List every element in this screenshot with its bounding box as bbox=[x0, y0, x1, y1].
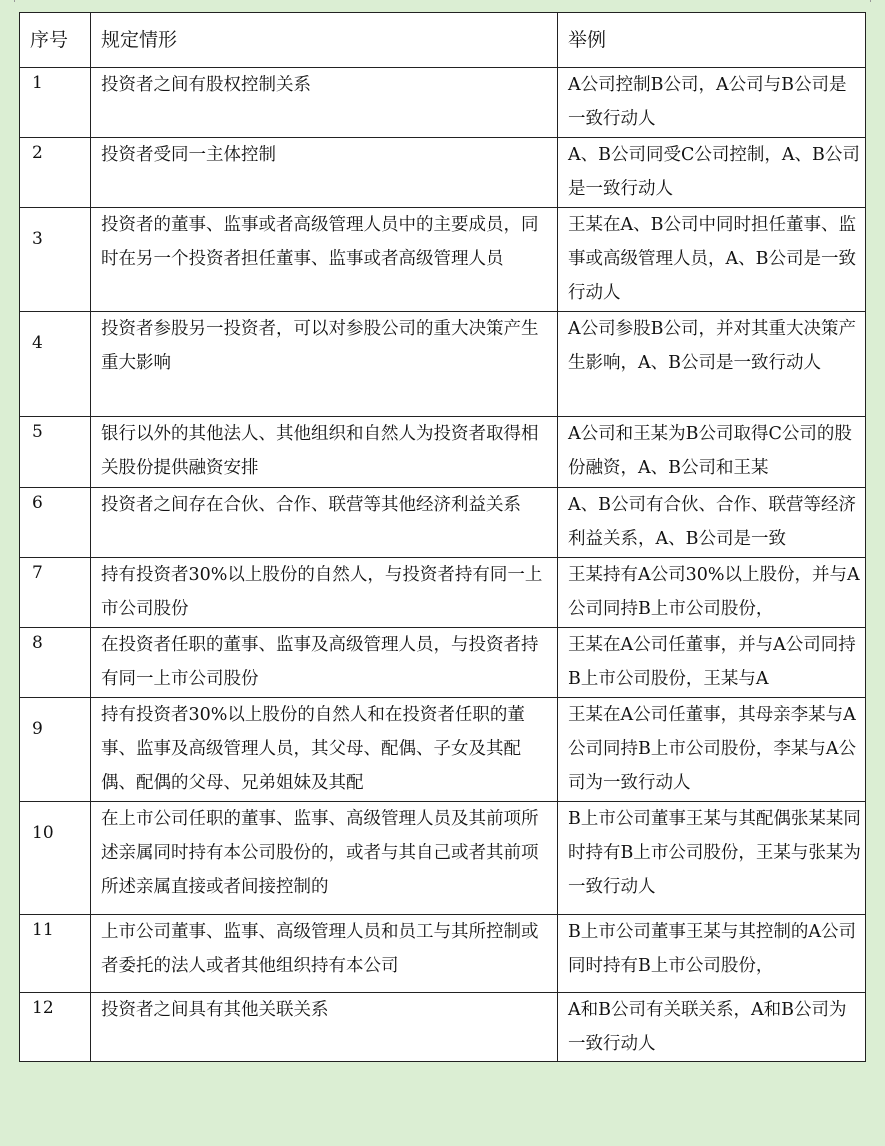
example-cell bbox=[558, 138, 866, 208]
example-cell-text: B上市公司董事王某与其配偶张某某同时持有B上市公司股份，王某与张某为一致行动人 bbox=[568, 809, 861, 897]
situation-cell-text: 投资者受同一主体控制 bbox=[101, 145, 276, 165]
example-cell-text: A和B公司有关联关系，A和B公司为一致行动人 bbox=[568, 1000, 847, 1054]
example-cell bbox=[558, 488, 866, 558]
example-cell-text: A、B公司同受C公司控制，A、B公司是一致行动人 bbox=[568, 145, 860, 199]
table-row bbox=[20, 802, 866, 915]
row-number-text: 3 bbox=[32, 229, 43, 249]
situation-cell-text: 投资者之间存在合伙、合作、联营等其他经济利益关系 bbox=[101, 495, 521, 515]
situation-cell bbox=[91, 312, 558, 417]
example-cell-text: A公司控制B公司，A公司与B公司是一致行动人 bbox=[568, 75, 847, 129]
situation-cell bbox=[91, 628, 558, 698]
row-number bbox=[20, 138, 91, 208]
example-cell-text: 王某在A公司任董事，并与A公司同持B上市公司股份，王某与A bbox=[568, 635, 856, 689]
table-row bbox=[20, 488, 866, 558]
row-number bbox=[20, 915, 91, 993]
row-number-text: 9 bbox=[32, 719, 43, 739]
table-row bbox=[20, 312, 866, 417]
row-number bbox=[20, 488, 91, 558]
row-number-text: 1 bbox=[32, 73, 43, 93]
situation-cell bbox=[91, 802, 558, 915]
situation-cell-text: 投资者的董事、监事或者高级管理人员中的主要成员，同时在另一个投资者担任董事、监事或者高级管理人员 bbox=[101, 215, 539, 269]
row-number bbox=[20, 68, 91, 138]
row-number bbox=[20, 698, 91, 802]
header-example: 举例 bbox=[558, 13, 866, 68]
row-number-text: 10 bbox=[32, 823, 54, 843]
example-cell bbox=[558, 802, 866, 915]
situation-cell bbox=[91, 558, 558, 628]
header-situation: 规定情形 bbox=[91, 13, 558, 68]
example-cell-text: 王某在A、B公司中同时担任董事、监事或高级管理人员，A、B公司是一致行动人 bbox=[568, 215, 856, 303]
situation-cell bbox=[91, 208, 558, 312]
example-cell-text: 王某持有A公司30%以上股份，并与A公司同持B上市公司股份， bbox=[568, 565, 860, 619]
situation-cell bbox=[91, 138, 558, 208]
row-number-text: 4 bbox=[32, 333, 43, 353]
table-row bbox=[20, 417, 866, 488]
situation-cell bbox=[91, 417, 558, 488]
concert-party-table bbox=[19, 12, 866, 1062]
table-row bbox=[20, 138, 866, 208]
situation-cell bbox=[91, 915, 558, 993]
example-cell bbox=[558, 628, 866, 698]
situation-cell-text: 投资者参股另一投资者，可以对参股公司的重大决策产生重大影响 bbox=[101, 319, 539, 373]
table-row bbox=[20, 558, 866, 628]
example-cell bbox=[558, 698, 866, 802]
example-cell-text: A公司参股B公司，并对其重大决策产生影响，A、B公司是一致行动人 bbox=[568, 319, 856, 373]
row-number bbox=[20, 312, 91, 417]
row-number bbox=[20, 558, 91, 628]
situation-cell-text: 上市公司董事、监事、高级管理人员和员工与其所控制或者委托的法人或者其他组织持有本公司 bbox=[101, 922, 539, 976]
row-number bbox=[20, 417, 91, 488]
example-cell bbox=[558, 993, 866, 1062]
row-number-text: 7 bbox=[32, 563, 43, 583]
row-number bbox=[20, 802, 91, 915]
row-number-text: 2 bbox=[32, 143, 43, 163]
example-cell-text: A、B公司有合伙、合作、联营等经济利益关系，A、B公司是一致 bbox=[568, 495, 856, 549]
example-cell-text: B上市公司董事王某与其控制的A公司同时持有B上市公司股份， bbox=[568, 922, 856, 976]
situation-cell-text: 持有投资者30%以上股份的自然人和在投资者任职的董事、监事及高级管理人员，其父母、配偶、子女及其配偶、配偶的父母、兄弟姐妹及其配 bbox=[101, 705, 525, 793]
row-number bbox=[20, 208, 91, 312]
situation-cell-text: 在投资者任职的董事、监事及高级管理人员，与投资者持有同一上市公司股份 bbox=[101, 635, 539, 689]
header-no: 序号 bbox=[20, 13, 91, 68]
table-row bbox=[20, 915, 866, 993]
situation-cell-text: 投资者之间具有其他关联关系 bbox=[101, 1000, 329, 1020]
row-number bbox=[20, 628, 91, 698]
situation-cell bbox=[91, 993, 558, 1062]
situation-cell-text: 持有投资者30%以上股份的自然人，与投资者持有同一上市公司股份 bbox=[101, 565, 543, 619]
table-row bbox=[20, 628, 866, 698]
row-number-text: 6 bbox=[32, 493, 43, 513]
situation-cell bbox=[91, 488, 558, 558]
example-cell-text: A公司和王某为B公司取得C公司的股份融资，A、B公司和王某 bbox=[568, 424, 852, 478]
example-cell bbox=[558, 208, 866, 312]
table-row bbox=[20, 208, 866, 312]
page-top-edge bbox=[14, 0, 871, 2]
situation-cell bbox=[91, 698, 558, 802]
table-row bbox=[20, 698, 866, 802]
example-cell bbox=[558, 558, 866, 628]
example-cell bbox=[558, 68, 866, 138]
situation-cell-text: 投资者之间有股权控制关系 bbox=[101, 75, 311, 95]
example-cell bbox=[558, 312, 866, 417]
row-number bbox=[20, 993, 91, 1062]
table-row bbox=[20, 68, 866, 138]
row-number-text: 5 bbox=[32, 422, 43, 442]
example-cell-text: 王某在A公司任董事，其母亲李某与A公司同持B上市公司股份，李某与A公司为一致行动人 bbox=[568, 705, 856, 793]
example-cell bbox=[558, 417, 866, 488]
situation-cell-text: 银行以外的其他法人、其他组织和自然人为投资者取得相关股份提供融资安排 bbox=[101, 424, 539, 478]
row-number-text: 11 bbox=[32, 920, 54, 940]
table-row bbox=[20, 993, 866, 1062]
situation-cell-text: 在上市公司任职的董事、监事、高级管理人员及其前项所述亲属同时持有本公司股份的，或者与其自己或者其前项所述亲属直接或者间接控制的 bbox=[101, 809, 539, 897]
row-number-text: 8 bbox=[32, 633, 43, 653]
situation-cell bbox=[91, 68, 558, 138]
example-cell bbox=[558, 915, 866, 993]
row-number-text: 12 bbox=[32, 998, 54, 1018]
table-header-row bbox=[20, 13, 866, 68]
